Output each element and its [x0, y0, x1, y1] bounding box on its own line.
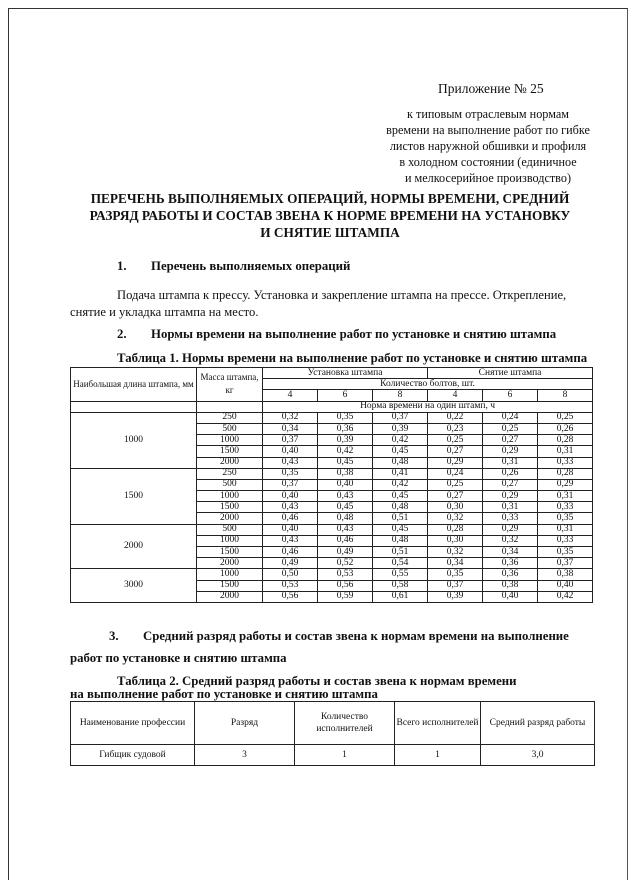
mass-cell: 250	[197, 412, 263, 423]
main-heading-line: И СНЯТИЕ ШТАМПА	[260, 225, 400, 240]
mass-cell: 1000	[197, 491, 263, 502]
appendix-subtitle-line: времени на выполнение работ по гибке	[386, 123, 590, 137]
section3-title: Средний разряд работы и состав звена к нормам времени на выполнение	[143, 629, 569, 643]
appendix-subtitle-line: в холодном состоянии (единичное	[399, 155, 577, 169]
norm-value-cell: 0,35	[428, 569, 483, 580]
norm-value-cell: 0,53	[263, 580, 318, 591]
col-header-mass: Масса штампа, кг	[197, 368, 263, 402]
norm-value-cell: 0,29	[428, 457, 483, 468]
norm-value-cell: 0,40	[263, 446, 318, 457]
norm-value-cell: 0,32	[428, 513, 483, 524]
mass-cell: 1500	[197, 547, 263, 558]
norm-value-cell: 0,61	[373, 591, 428, 602]
table2-header-workers: Количество исполнителей	[295, 702, 395, 745]
norm-value-cell: 0,40	[318, 479, 373, 490]
norm-value-cell: 0,31	[483, 502, 538, 513]
norm-value-cell: 0,37	[373, 412, 428, 423]
norm-value-cell: 0,40	[263, 491, 318, 502]
norm-value-cell: 0,58	[373, 580, 428, 591]
norm-value-cell: 0,42	[373, 435, 428, 446]
table2-cell-total: 1	[395, 745, 481, 766]
norm-value-cell: 0,52	[318, 558, 373, 569]
norm-value-cell: 0,43	[318, 491, 373, 502]
norm-value-cell: 0,35	[538, 513, 593, 524]
norm-value-cell: 0,23	[428, 423, 483, 434]
norm-value-cell: 0,29	[538, 479, 593, 490]
section1-text-line2: снятие и укладка штампа на место.	[70, 305, 259, 319]
header-blank	[71, 401, 197, 412]
mass-cell: 1500	[197, 446, 263, 457]
norm-value-cell: 0,25	[538, 412, 593, 423]
norm-value-cell: 0,27	[483, 479, 538, 490]
section1-title: Перечень выполняемых операций	[151, 259, 351, 273]
norm-value-cell: 0,42	[538, 591, 593, 602]
table2-header-avg-grade: Средний разряд работы	[481, 702, 595, 745]
appendix-subtitle-line: листов наружной обшивки и профиля	[389, 139, 587, 153]
norm-value-cell: 0,42	[373, 479, 428, 490]
norm-value-cell: 0,29	[483, 524, 538, 535]
norm-value-cell: 0,48	[373, 535, 428, 546]
table2-cell-profession: Гибщик судовой	[71, 745, 195, 766]
norm-value-cell: 0,24	[483, 412, 538, 423]
norm-value-cell: 0,26	[538, 423, 593, 434]
length-cell: 3000	[71, 569, 197, 603]
norm-value-cell: 0,40	[263, 524, 318, 535]
table1	[70, 367, 593, 603]
norm-value-cell: 0,43	[263, 502, 318, 513]
col-header-length: Наибольшая длина штампа, мм	[71, 368, 197, 402]
col-header-install: Установка штампа	[263, 368, 428, 379]
col-header-bolts: Количество болтов, шт.	[263, 379, 593, 390]
norm-value-cell: 0,34	[483, 547, 538, 558]
section3-number: 3.	[109, 629, 119, 643]
bolt-count-header: 6	[483, 390, 538, 401]
table2	[70, 701, 595, 766]
norm-value-cell: 0,39	[373, 423, 428, 434]
norm-value-cell: 0,48	[318, 513, 373, 524]
norm-value-cell: 0,36	[318, 423, 373, 434]
norm-value-cell: 0,43	[318, 524, 373, 535]
norm-value-cell: 0,31	[483, 457, 538, 468]
norm-value-cell: 0,45	[318, 457, 373, 468]
section1-number: 1.	[117, 259, 127, 273]
norm-value-cell: 0,32	[263, 412, 318, 423]
norm-value-cell: 0,46	[263, 513, 318, 524]
norm-value-cell: 0,46	[263, 547, 318, 558]
norm-value-cell: 0,26	[483, 468, 538, 479]
norm-value-cell: 0,37	[538, 558, 593, 569]
main-heading	[70, 190, 590, 241]
norm-value-cell: 0,45	[373, 491, 428, 502]
table2-caption-line1: Таблица 2. Средний разряд работы и состав звена к нормам времени	[117, 674, 517, 688]
norm-value-cell: 0,38	[483, 580, 538, 591]
norm-value-cell: 0,54	[373, 558, 428, 569]
bolt-count-header: 8	[538, 390, 593, 401]
appendix-subtitle	[372, 106, 604, 186]
appendix-subtitle-line: и мелкосерийное производство)	[404, 171, 572, 185]
section3-title-line2: работ по установке и снятию штампа	[70, 651, 287, 665]
table-row	[71, 524, 593, 535]
norm-value-cell: 0,38	[538, 569, 593, 580]
section1-text-line1: Подача штампа к прессу. Установка и закрепление штампа на прессе. Открепление,	[117, 288, 567, 302]
norm-value-cell: 0,45	[373, 446, 428, 457]
norm-value-cell: 0,48	[373, 502, 428, 513]
norm-value-cell: 0,25	[428, 435, 483, 446]
mass-cell: 500	[197, 423, 263, 434]
table2-cell-grade: 3	[195, 745, 295, 766]
norm-value-cell: 0,29	[483, 446, 538, 457]
mass-cell: 2000	[197, 591, 263, 602]
norm-value-cell: 0,43	[263, 535, 318, 546]
norm-value-cell: 0,22	[428, 412, 483, 423]
norm-value-cell: 0,33	[483, 513, 538, 524]
mass-cell: 1000	[197, 569, 263, 580]
norm-value-cell: 0,30	[428, 502, 483, 513]
norm-value-cell: 0,28	[538, 435, 593, 446]
section2-heading	[117, 327, 556, 342]
appendix-title: Приложение № 25	[438, 81, 544, 96]
table2-header-profession: Наименование профессии	[71, 702, 195, 745]
length-cell: 2000	[71, 524, 197, 569]
table-row	[71, 468, 593, 479]
norm-value-cell: 0,32	[428, 547, 483, 558]
norm-value-cell: 0,30	[428, 535, 483, 546]
norm-value-cell: 0,35	[318, 412, 373, 423]
norm-value-cell: 0,32	[483, 535, 538, 546]
norm-value-cell: 0,27	[428, 446, 483, 457]
norm-value-cell: 0,42	[318, 446, 373, 457]
norm-value-cell: 0,40	[538, 580, 593, 591]
norm-value-cell: 0,45	[373, 524, 428, 535]
col-header-norm: Норма времени на один штамп, ч	[263, 401, 593, 412]
bolt-count-header: 6	[318, 390, 373, 401]
norm-value-cell: 0,45	[318, 502, 373, 513]
norm-value-cell: 0,37	[428, 580, 483, 591]
norm-value-cell: 0,39	[428, 591, 483, 602]
norm-value-cell: 0,38	[318, 468, 373, 479]
norm-value-cell: 0,31	[538, 524, 593, 535]
norm-value-cell: 0,25	[483, 423, 538, 434]
norm-value-cell: 0,49	[318, 547, 373, 558]
mass-cell: 250	[197, 468, 263, 479]
length-cell: 1000	[71, 412, 197, 468]
norm-value-cell: 0,49	[263, 558, 318, 569]
section2-number: 2.	[117, 327, 127, 341]
section1-heading	[117, 259, 350, 274]
norm-value-cell: 0,51	[373, 547, 428, 558]
table2-header-total: Всего исполнителей	[395, 702, 481, 745]
mass-cell: 1500	[197, 502, 263, 513]
mass-cell: 2000	[197, 513, 263, 524]
norm-value-cell: 0,27	[483, 435, 538, 446]
mass-cell: 1000	[197, 535, 263, 546]
main-heading-line: ПЕРЕЧЕНЬ ВЫПОЛНЯЕМЫХ ОПЕРАЦИЙ, НОРМЫ ВРЕМЕНИ, СРЕДНИЙ	[90, 191, 570, 206]
norm-value-cell: 0,29	[483, 491, 538, 502]
norm-value-cell: 0,24	[428, 468, 483, 479]
norm-value-cell: 0,56	[263, 591, 318, 602]
bolt-count-header: 4	[263, 390, 318, 401]
norm-value-cell: 0,40	[483, 591, 538, 602]
section2-title: Нормы времени на выполнение работ по установке и снятию штампа	[151, 327, 557, 341]
norm-value-cell: 0,41	[373, 468, 428, 479]
mass-cell: 2000	[197, 558, 263, 569]
mass-cell: 1000	[197, 435, 263, 446]
norm-value-cell: 0,27	[428, 491, 483, 502]
norm-value-cell: 0,50	[263, 569, 318, 580]
norm-value-cell: 0,33	[538, 535, 593, 546]
norm-value-cell: 0,46	[318, 535, 373, 546]
norm-value-cell: 0,36	[483, 558, 538, 569]
main-heading-line: РАЗРЯД РАБОТЫ И СОСТАВ ЗВЕНА К НОРМЕ ВРЕМЕНИ НА УСТАНОВКУ	[89, 208, 571, 223]
bolt-count-header: 8	[373, 390, 428, 401]
table2-caption-line2: на выполнение работ по установке и снятию штампа	[70, 687, 378, 701]
table2-cell-workers: 1	[295, 745, 395, 766]
norm-value-cell: 0,33	[538, 502, 593, 513]
norm-value-cell: 0,28	[538, 468, 593, 479]
length-cell: 1500	[71, 468, 197, 524]
mass-cell: 500	[197, 479, 263, 490]
mass-cell: 2000	[197, 457, 263, 468]
table-row	[71, 412, 593, 423]
norm-value-cell: 0,39	[318, 435, 373, 446]
table1-caption: Таблица 1. Нормы времени на выполнение работ по установке и снятию штампа	[117, 351, 588, 365]
header-blank	[197, 401, 263, 412]
norm-value-cell: 0,59	[318, 591, 373, 602]
norm-value-cell: 0,35	[263, 468, 318, 479]
table2-header-grade: Разряд	[195, 702, 295, 745]
section3-heading	[109, 629, 569, 644]
norm-value-cell: 0,36	[483, 569, 538, 580]
norm-value-cell: 0,43	[263, 457, 318, 468]
mass-cell: 500	[197, 524, 263, 535]
norm-value-cell: 0,25	[428, 479, 483, 490]
norm-value-cell: 0,31	[538, 491, 593, 502]
norm-value-cell: 0,31	[538, 446, 593, 457]
norm-value-cell: 0,34	[263, 423, 318, 434]
norm-value-cell: 0,35	[538, 547, 593, 558]
norm-value-cell: 0,48	[373, 457, 428, 468]
norm-value-cell: 0,51	[373, 513, 428, 524]
appendix-subtitle-line: к типовым отраслевым нормам	[407, 107, 569, 121]
norm-value-cell: 0,56	[318, 580, 373, 591]
norm-value-cell: 0,37	[263, 435, 318, 446]
norm-value-cell: 0,28	[428, 524, 483, 535]
norm-value-cell: 0,53	[318, 569, 373, 580]
norm-value-cell: 0,55	[373, 569, 428, 580]
norm-value-cell: 0,33	[538, 457, 593, 468]
bolt-count-header: 4	[428, 390, 483, 401]
table2-cell-avg-grade: 3,0	[481, 745, 595, 766]
norm-value-cell: 0,34	[428, 558, 483, 569]
norm-value-cell: 0,37	[263, 479, 318, 490]
table-row	[71, 569, 593, 580]
mass-cell: 1500	[197, 580, 263, 591]
col-header-removal: Снятие штампа	[428, 368, 593, 379]
